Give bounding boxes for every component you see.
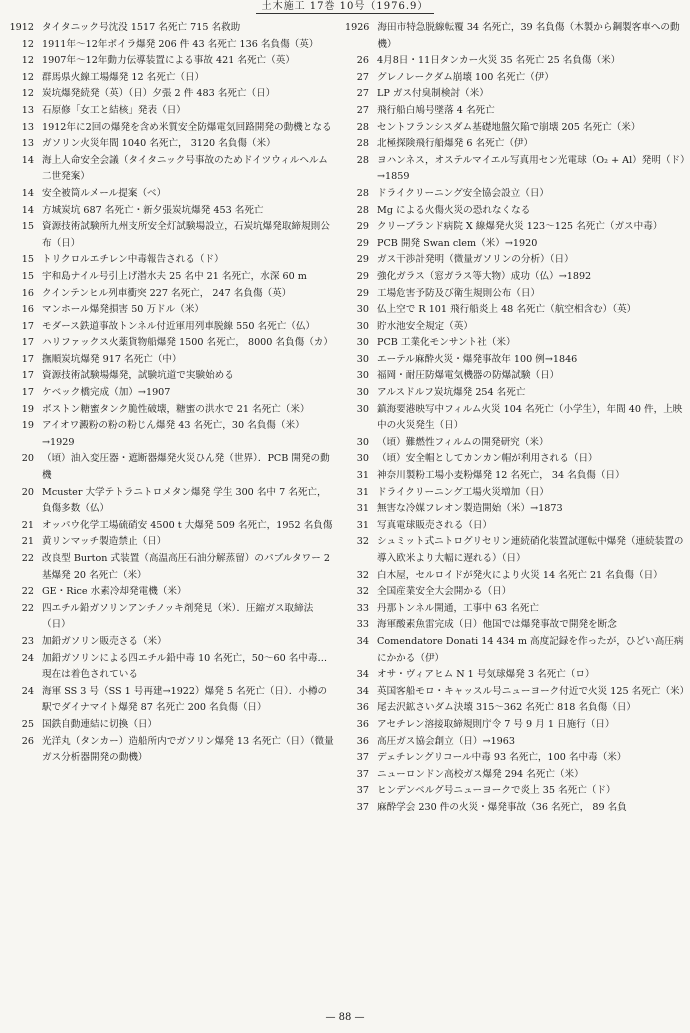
entry-year: 15 (21, 254, 34, 266)
timeline-entry (4, 451, 335, 484)
entry-text: 海上人命安全会議（タイタニック号事故のためドイツウィルヘルム二世発案） (42, 154, 328, 183)
entry-year: 30 (356, 320, 369, 332)
entry-year: 26 (356, 55, 369, 67)
timeline-entry (345, 402, 685, 435)
entry-text: 丹那トンネル開通，工事中 63 名死亡 (377, 602, 539, 614)
timeline-entry (4, 485, 335, 518)
entry-year: 16 (21, 304, 34, 316)
entry-text: PCB 工業化モンサント社（米） (377, 337, 516, 349)
entry-year: 17 (21, 320, 34, 332)
entry-year: 37 (356, 785, 369, 797)
entry-text: デェチレングリコール中毒 93 名死亡，100 名中毒（米） (377, 752, 627, 764)
entry-year: 37 (356, 752, 369, 764)
timeline-entry (345, 485, 685, 502)
timeline-entry (4, 219, 335, 252)
entry-year: 32 (356, 569, 369, 581)
entry-text: 高圧ガス協会創立（日）→1963 (377, 735, 515, 747)
entry-text: 強化ガラス（窓ガラス等大物）成功（仏）→1892 (377, 270, 592, 282)
entry-year: 31 (356, 503, 369, 515)
timeline-entry (345, 103, 685, 120)
entry-year: 15 (21, 221, 34, 233)
entry-text: ボストン糖蜜タンク脆性破壊，糖蜜の洪水で 21 名死亡（米） (42, 403, 310, 415)
entry-text: Comendatore Donati 14 434 m 高度記録を作ったが，ひどい高圧病にかかる（伊） (377, 635, 684, 664)
entry-text: 無害な冷媒フレオン製造開始（米）→1873 (377, 503, 563, 515)
entry-year: 37 (356, 768, 369, 780)
entry-text: LP ガス付臭制検討（米） (377, 88, 489, 100)
entry-year: 20 (21, 453, 34, 465)
timeline-entry (4, 534, 335, 551)
entry-text: 黄リンマッチ製造禁止（日） (42, 536, 167, 548)
entry-year: 15 (21, 270, 34, 282)
entry-text: GE・Rice 水素冷却発電機（米） (42, 586, 187, 598)
entry-text: 鎮海要港映写中フィルム火災 104 名死亡（小学生），年間 40 件，上映中の火災発生（日） (377, 403, 683, 432)
entry-text: エーテル麻酔火災・爆発事故年 100 例→1846 (377, 353, 578, 365)
entry-text: アルスドルフ炭坑爆発 254 名死亡 (377, 387, 526, 399)
timeline-entry (345, 286, 685, 303)
timeline-entry (345, 219, 685, 236)
entry-text: クインテンヒル列車衝突 227 名死亡， 247 名負傷（英） (42, 287, 292, 299)
timeline-entry (345, 617, 685, 634)
entry-text: 工場危害予防及び衛生規則公布（日） (377, 287, 541, 299)
entry-year: 22 (21, 602, 34, 614)
entry-text: Mcuster 大学テトラニトロメタン爆発 学生 300 名中 7 名死亡，負傷多数（仏） (42, 486, 327, 515)
entry-text: ニューロンドン高校ガス爆発 294 名死亡（米） (377, 768, 584, 780)
entry-year: 30 (356, 304, 369, 316)
entry-year: 17 (21, 337, 34, 349)
entry-year: 33 (356, 602, 369, 614)
entry-text: 海田市特急脱線転覆 34 名死亡，39 名負傷（木製から鋼製客車への動機） (377, 22, 680, 50)
timeline-entry (4, 186, 335, 203)
right-column (345, 20, 690, 817)
entry-year: 33 (356, 619, 369, 631)
entry-year: 34 (356, 635, 369, 647)
timeline-entry (4, 136, 335, 153)
timeline-entry (4, 53, 335, 70)
timeline-entry (345, 203, 685, 220)
timeline-entry (4, 203, 335, 220)
timeline-entry (4, 302, 335, 319)
entry-year: 27 (356, 104, 369, 116)
timeline-entry (345, 800, 685, 817)
timeline-entry (345, 783, 685, 800)
timeline-entry (4, 385, 335, 402)
entry-year: 14 (21, 204, 34, 216)
entry-year: 36 (356, 718, 369, 730)
entry-text: （頃）難燃性フィルムの開発研究（米） (377, 436, 549, 448)
timeline-entry (345, 186, 685, 203)
timeline-entry (4, 37, 335, 54)
entry-text: 石原修「女工と結核」発表（日） (42, 104, 186, 116)
entry-text: モダース鉄道事故トンネル付近軍用列車脱線 550 名死亡（仏） (42, 320, 316, 332)
timeline-entry (4, 319, 335, 336)
entry-year: 30 (356, 453, 369, 465)
entry-text: 白木屋，セルロイドが発火により火災 14 名死亡 21 名負傷（日） (377, 569, 663, 581)
entry-text: マンホール爆発損害 50 万ドル（米） (42, 304, 205, 316)
timeline-entry (345, 120, 685, 137)
entry-text: 海軍 SS 3 号（SS 1 号再建→1922）爆発 5 名死亡（日）．小樽の駅でダイナマイト爆発 87 名死亡 200 名負傷（日） (42, 685, 328, 714)
entry-text: オサ・ヴィアヒム N 1 号気球爆発 3 名死亡（ロ） (377, 669, 595, 681)
timeline-entry (345, 634, 685, 667)
entry-year: 14 (21, 187, 34, 199)
entry-year: 29 (356, 237, 369, 249)
timeline-entry (345, 368, 685, 385)
entry-year: 28 (356, 154, 369, 166)
timeline-entry (345, 352, 685, 369)
timeline-entry (4, 684, 335, 717)
timeline-entry (345, 518, 685, 535)
timeline-entry (345, 568, 685, 585)
timeline-entry (345, 667, 685, 684)
entry-text: 撫順炭坑爆発 917 名死亡（中） (42, 353, 182, 365)
entry-year: 29 (356, 254, 369, 266)
entry-text: 加鉛ガソリンによる四エチル鉛中毒 10 名死亡，50〜60 名中毒…現在は着色されている (42, 652, 328, 681)
entry-year: 31 (356, 486, 369, 498)
entry-text: 安全被筒ルメール提案（ベ） (42, 187, 167, 199)
entry-text: 炭坑爆発続発（英）（日）夕張 2 件 483 名死亡（日） (42, 88, 276, 100)
timeline-entry (4, 286, 335, 303)
entry-text: PCB 開発 Swan clem（米）→1920 (377, 237, 538, 249)
entry-year: 30 (356, 353, 369, 365)
timeline-entry (4, 70, 335, 87)
entry-text: ハリファックス火薬貨物船爆発 1500 名死亡， 8000 名負傷（カ） (42, 337, 333, 349)
entry-year: 16 (21, 287, 34, 299)
entry-year: 36 (356, 702, 369, 714)
entry-text: 資源技術試験場爆発，試験坑道で実験始める (42, 370, 234, 382)
entry-year: 21 (21, 536, 34, 548)
running-header (0, 0, 690, 16)
timeline-entry (4, 269, 335, 286)
entry-year: 22 (21, 586, 34, 598)
entry-year: 28 (356, 121, 369, 133)
entry-year: 30 (356, 436, 369, 448)
entry-year: 19 (21, 420, 34, 432)
timeline-entry (4, 584, 335, 601)
timeline-entry (4, 368, 335, 385)
timeline-entry (345, 252, 685, 269)
timeline-entry (4, 402, 335, 419)
entry-text: Mg による火傷火災の恐れなくなる (377, 204, 531, 216)
entry-text: 方城炭坑 687 名死亡・新夕張炭坑爆発 453 名死亡 (42, 204, 264, 216)
entry-year: 23 (21, 635, 34, 647)
entry-text: トリクロルエチレン中毒報告される（ド） (42, 254, 224, 266)
entry-year: 29 (356, 270, 369, 282)
entry-text: 神奈川製粉工場小麦粉爆発 12 名死亡， 34 名負傷（日） (377, 470, 625, 482)
entry-year: 32 (356, 536, 369, 548)
timeline-entry (345, 385, 685, 402)
timeline-entry (345, 269, 685, 286)
entry-year: 24 (21, 652, 34, 664)
entry-year: 12 (21, 38, 34, 50)
entry-text: ケベック橋完成（加）→1907 (42, 387, 171, 399)
entry-text: （頃）油入変圧器・遮断器爆発火災ひん発（世界）．PCB 開発の動機 (42, 453, 330, 482)
entry-year: 32 (356, 586, 369, 598)
entry-year: 17 (21, 353, 34, 365)
entry-year: 13 (21, 104, 34, 116)
timeline-entry (4, 335, 335, 352)
entry-year: 13 (21, 121, 34, 133)
timeline-entry (4, 103, 335, 120)
entry-year: 21 (21, 519, 34, 531)
entry-text: 4月8日・11日タンカー火災 35 名死亡 25 名負傷（米） (377, 55, 621, 67)
entry-text: ヒンデンベルグ号ニューヨークで炎上 35 名死亡（ド） (377, 785, 616, 797)
timeline-entry (345, 767, 685, 784)
entry-year: 37 (356, 801, 369, 813)
timeline-entry (345, 700, 685, 717)
entry-text: 飛行船白鳩号墜落 4 名死亡 (377, 104, 495, 116)
timeline-entry (345, 534, 685, 567)
entry-text: ドライクリーニング安全協会設立（日） (377, 187, 550, 199)
entry-year: 28 (356, 187, 369, 199)
entry-text: 英国客船モロ・キャッスル号ニューヨーク付近で火災 125 名死亡（米） (377, 685, 690, 697)
timeline-entry (4, 120, 335, 137)
entry-year: 27 (356, 71, 369, 83)
entry-year: 29 (356, 287, 369, 299)
entry-text: タイタニック号沈没 1517 名死亡 715 名救助 (42, 22, 241, 33)
entry-year: 1912 (9, 22, 34, 33)
timeline-entry (4, 717, 335, 734)
entry-text: 1912年に2回の爆発を含め米質安全防爆電気回路開発の動機となる (42, 121, 332, 133)
timeline-entry (345, 20, 685, 53)
entry-text: （頃）安全帽としてカンカン帽が利用される（日） (377, 453, 598, 465)
entry-year: 12 (21, 55, 34, 67)
timeline-entry (345, 584, 685, 601)
entry-text: 資源技術試験所九州支所安全灯試験場設立，石炭坑爆発取締規則公布（日） (42, 221, 330, 249)
entry-year: 12 (21, 88, 34, 100)
entry-year: 12 (21, 71, 34, 83)
entry-text: ヨハンネス，オステルマイエル写真用セン光電球（O₂ + Al）発明（ド）→1859 (377, 154, 685, 183)
entry-year: 29 (356, 221, 369, 233)
entry-year: 1926 (345, 22, 370, 33)
timeline-entry (345, 734, 685, 751)
entry-year: 27 (356, 88, 369, 100)
timeline-entry (4, 601, 335, 634)
entry-text: ドライクリーニング工場火災増加（日） (377, 486, 550, 498)
entry-text: ガス干渉計発明（微量ガソリンの分析）（日） (377, 254, 574, 266)
entry-year: 30 (356, 337, 369, 349)
timeline-entry (4, 252, 335, 269)
entry-year: 34 (356, 685, 369, 697)
entry-text: 仏上空で R 101 飛行船炎上 48 名死亡（航空相含む）（英） (377, 304, 637, 316)
entry-text: 国鉄自動連結に切換（日） (42, 718, 158, 730)
timeline-entry (345, 717, 685, 734)
timeline-entry (345, 335, 685, 352)
timeline-entry (345, 86, 685, 103)
entry-year: 17 (21, 370, 34, 382)
entry-year: 14 (21, 154, 34, 166)
page-number: — 88 — (325, 1012, 365, 1023)
entry-text: アセチレン溶接取締規則庁令 7 号 9 月 1 日施行（日） (377, 718, 615, 730)
entry-year: 31 (356, 519, 369, 531)
entry-text: 改良型 Burton 式装置（高温高圧石油分解蒸留）のパブルタワー 2 基爆発 20 名死亡（米） (42, 553, 330, 581)
timeline-entry (345, 468, 685, 485)
timeline-entry (345, 451, 685, 468)
entry-text: セントフランシスダム基礎地盤欠陥で崩壊 205 名死亡（米） (377, 121, 641, 133)
timeline-entry (4, 518, 335, 535)
entry-year: 31 (356, 470, 369, 482)
entry-year: 20 (21, 486, 34, 498)
timeline-entry (4, 20, 335, 37)
entry-text: アイオワ澱粉の粉の粉じん爆発 43 名死亡，30 名負傷（米）→1929 (42, 420, 305, 448)
timeline-entry (345, 319, 685, 336)
entry-text: クリーブランド病院 X 線爆発火災 123〜125 名死亡（ガス中毒） (377, 221, 663, 233)
timeline-entry (345, 136, 685, 153)
entry-text: 全国産業安全大会開かる（日） (377, 586, 512, 598)
entry-year: 24 (21, 685, 34, 697)
entry-text: 福岡・耐圧防爆電気機器の防爆試験（日） (377, 370, 560, 382)
entry-year: 26 (21, 735, 34, 747)
entry-text: グレノレークダム崩壊 100 名死亡（伊） (377, 71, 554, 83)
timeline-entry (4, 734, 335, 767)
timeline-entry (4, 153, 335, 186)
entry-text: 四エチル鉛ガソリンアンチノッキ剤発見（米）．圧縮ガス取締法（日） (42, 602, 314, 631)
entry-text: 加鉛ガソリン販売さる（米） (42, 635, 167, 647)
timeline-entry (345, 53, 685, 70)
left-column (4, 20, 335, 767)
timeline-entry (4, 352, 335, 369)
entry-year: 28 (356, 204, 369, 216)
entry-text: 写真電球販売される（日） (377, 519, 493, 531)
entry-text: 麻酔学会 230 件の火災・爆発事故（36 名死亡， 89 名負 (377, 801, 627, 813)
entry-year: 19 (21, 403, 34, 415)
entry-year: 30 (356, 403, 369, 415)
entry-text: オッパウ化学工場硫硝安 4500 t 大爆発 509 名死亡，1952 名負傷 (42, 519, 333, 531)
timeline-entry (4, 634, 335, 651)
timeline-entry (345, 601, 685, 618)
timeline-entry (345, 684, 690, 701)
timeline-entry (345, 236, 685, 253)
entry-text: 1911年〜12年ボイラ爆発 206 件 43 名死亡 136 名負傷（英） (42, 38, 319, 50)
timeline-entry (345, 302, 685, 319)
entry-year: 28 (356, 138, 369, 150)
timeline-entry (4, 651, 335, 684)
entry-year: 22 (21, 553, 34, 564)
timeline-entry (345, 750, 685, 767)
entry-text: 1907年〜12年動力伝導装置による事故 421 名死亡（英） (42, 55, 295, 67)
timeline-entry (345, 435, 685, 452)
entry-year: 25 (21, 718, 34, 730)
entry-text: 海軍酸素魚雷完成（日）他国では爆発事故で開発を断念 (377, 619, 617, 631)
entry-text: シュミット式ニトログリセリン連続硝化装置試運転中爆発（連続装置の導入欧米より大幅に遅れる）（日） (377, 536, 684, 564)
entry-text: 貯水池安全規定（英） (377, 320, 473, 332)
entry-text: 宇和島ナイル号引上げ潜水夫 25 名中 21 名死亡，水深 60 m (42, 270, 307, 282)
timeline-entry (345, 501, 685, 518)
timeline-entry (4, 418, 335, 451)
entry-year: 17 (21, 387, 34, 399)
entry-year: 36 (356, 735, 369, 747)
timeline-entry (4, 551, 335, 584)
entry-text: 尾去沢鉱さいダム決壊 315〜362 名死亡 818 名負傷（日） (377, 702, 637, 714)
entry-year: 30 (356, 370, 369, 382)
entry-text: 群馬県火線工場爆発 12 名死亡（日） (42, 71, 205, 83)
journal-title: 土木施工 17巻 10号（1976.9） (256, 1, 435, 14)
entry-text: 光洋丸（タンカー）造船所内でガソリン爆発 13 名死亡（日）（微量ガス分析器開発の動機） (42, 735, 334, 764)
entry-year: 30 (356, 387, 369, 399)
entry-year: 34 (356, 669, 369, 681)
entry-text: ガソリン火災年間 1040 名死亡， 3120 名負傷（米） (42, 138, 276, 150)
timeline-entry (4, 86, 335, 103)
timeline-entry (345, 70, 685, 87)
entry-year: 13 (21, 138, 34, 150)
entry-text: 北極探険飛行船爆発 6 名死亡（伊） (377, 138, 534, 150)
timeline-entry (345, 153, 685, 186)
